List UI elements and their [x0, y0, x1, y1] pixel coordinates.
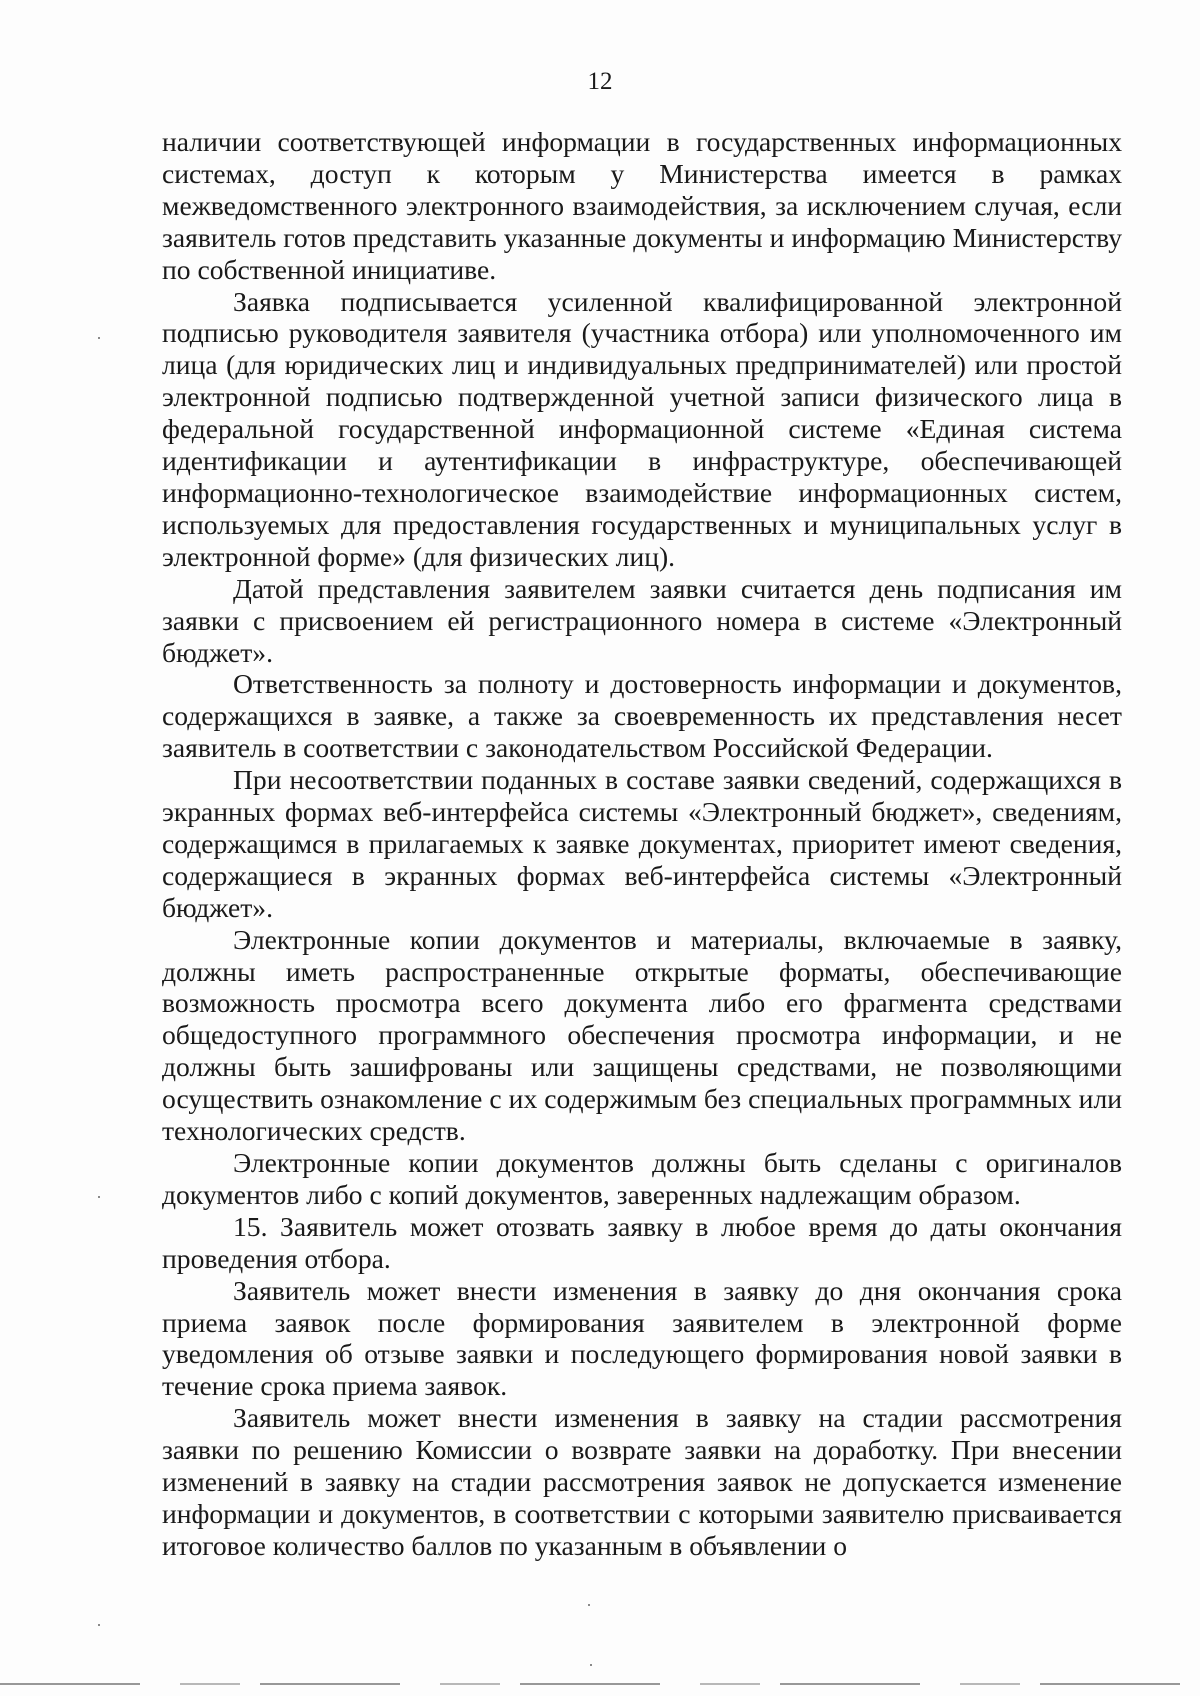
scan-speck — [588, 1604, 590, 1606]
scan-speck — [590, 1664, 592, 1666]
paragraph-continuation: наличии соответствующей информации в государственных информационных системах, доступ к которым у Министерства имеется в рамках межведомственного электронного взаимодействия, за исключением случая, если заявитель готов представить указанные документы и информацию Министерству по собственной инициативе. — [162, 126, 1122, 285]
paragraph-submission-date: Датой представления заявителем заявки считается день подписания им заявки с присвоением ей регистрационного номера в системе «Электронный бюджет». — [162, 572, 1122, 668]
paragraph-electronic-formats: Электронные копии документов и материалы, включаемые в заявку, должны иметь распространенные открытые форматы, обеспечивающие возможность просмотра всего документа либо его фрагмента средствами общедоступного программного обеспечения просмотра информации, и не должны быть зашифрованы или защищены средствами, не позволяющими осуществить ознакомление с их содержимым без специальных программных или технологических средств. — [162, 923, 1122, 1147]
paragraph-signature: Заявка подписывается усиленной квалифицированной электронной подписью руководителя заявителя (участника отбора) или уполномоченного им лица (для юридических лиц и индивидуальных предпринимателей) или простой электронной подписью подтвержденной учетной записи физического лица в федеральной государственной информационной системе «Единая система идентификации и аутентификации в инфраструктуре, обеспечивающей информационно-технологическое взаимодействие информационных систем, используемых для предоставления государственных и муниципальных услуг в электронной форме» (для физических лиц). — [162, 285, 1122, 572]
document-body — [162, 126, 1122, 1562]
paragraph-responsibility: Ответственность за полноту и достоверность информации и документов, содержащихся в заявке, а также за своевременность их представления несет заявитель в соответствии с законодательством Российской Федерации. — [162, 668, 1122, 764]
paragraph-changes-before-deadline: Заявитель может внести изменения в заявку до дня окончания срока приема заявок после формирования заявителем в электронной форме уведомления об отзыве заявки и последующего формирования новой заявки в течение срока приема заявок. — [162, 1274, 1122, 1402]
scan-speck — [98, 1196, 100, 1198]
scan-speck — [98, 337, 100, 339]
paragraph-item-15: 15. Заявитель может отозвать заявку в любое время до даты окончания проведения отбора. — [162, 1210, 1122, 1274]
scan-speck — [98, 1624, 100, 1626]
paragraph-priority: При несоответствии поданных в составе заявки сведений, содержащихся в экранных формах веб-интерфейса системы «Электронный бюджет», сведениям, содержащимся в прилагаемых к заявке документах, приоритет имеют сведения, содержащиеся в экранных формах веб-интерфейса системы «Электронный бюджет». — [162, 764, 1122, 923]
page-number: 12 — [587, 68, 613, 95]
paragraph-changes-on-review: Заявитель может внести изменения в заявку на стадии рассмотрения заявки по решению Комиссии о возврате заявки на доработку. При внесении изменений в заявку на стадии рассмотрения заявок не допускается изменение информации и документов, в соответствии с которыми заявителю присваивается итоговое количество баллов по указанным в объявлении о — [162, 1402, 1122, 1561]
scan-edge-line — [0, 1683, 1200, 1685]
paragraph-electronic-copies: Электронные копии документов должны быть сделаны с оригиналов документов либо с копий документов, заверенных надлежащим образом. — [162, 1147, 1122, 1210]
